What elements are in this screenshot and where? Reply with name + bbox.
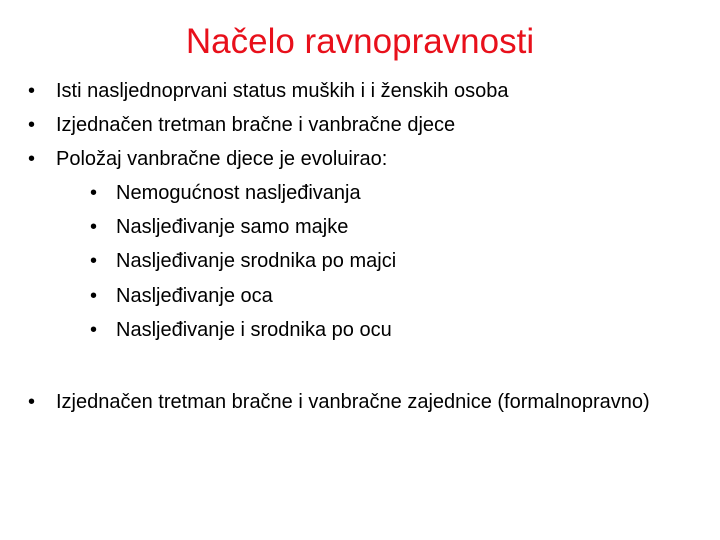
sub-bullet-text: Nasljeđivanje oca bbox=[116, 285, 273, 307]
sub-bullet-text: Nasljeđivanje i srodnika po ocu bbox=[116, 319, 392, 341]
sub-bullet-text: Nasljeđivanje samo majke bbox=[116, 216, 349, 238]
sub-bullet-text: Nasljeđivanje srodnika po majci bbox=[116, 250, 397, 272]
bullet-text: Isti nasljednoprvani status muških i i ženskih osoba bbox=[56, 80, 509, 102]
bullet-text: Izjednačen tretman bračne i vanbračne zajednice (formalnopravno) bbox=[56, 391, 650, 413]
bullet-text: Položaj vanbračne djece je evoluirao: bbox=[56, 148, 388, 170]
bullet-icon: • bbox=[90, 182, 98, 204]
bullet-icon: • bbox=[28, 148, 36, 170]
slide-title: Načelo ravnopravnosti bbox=[185, 22, 535, 61]
sub-bullet-text: Nemogućnost nasljeđivanja bbox=[116, 182, 361, 204]
bullet-icon: • bbox=[90, 250, 98, 272]
bullet-text: Izjednačen tretman bračne i vanbračne djece bbox=[56, 114, 456, 136]
bullet-icon: • bbox=[90, 319, 98, 341]
bullet-icon: • bbox=[28, 80, 36, 102]
bullet-icon: • bbox=[90, 216, 98, 238]
bullet-icon: • bbox=[90, 285, 98, 307]
bullet-icon: • bbox=[28, 114, 36, 136]
bullet-icon: • bbox=[28, 391, 36, 413]
